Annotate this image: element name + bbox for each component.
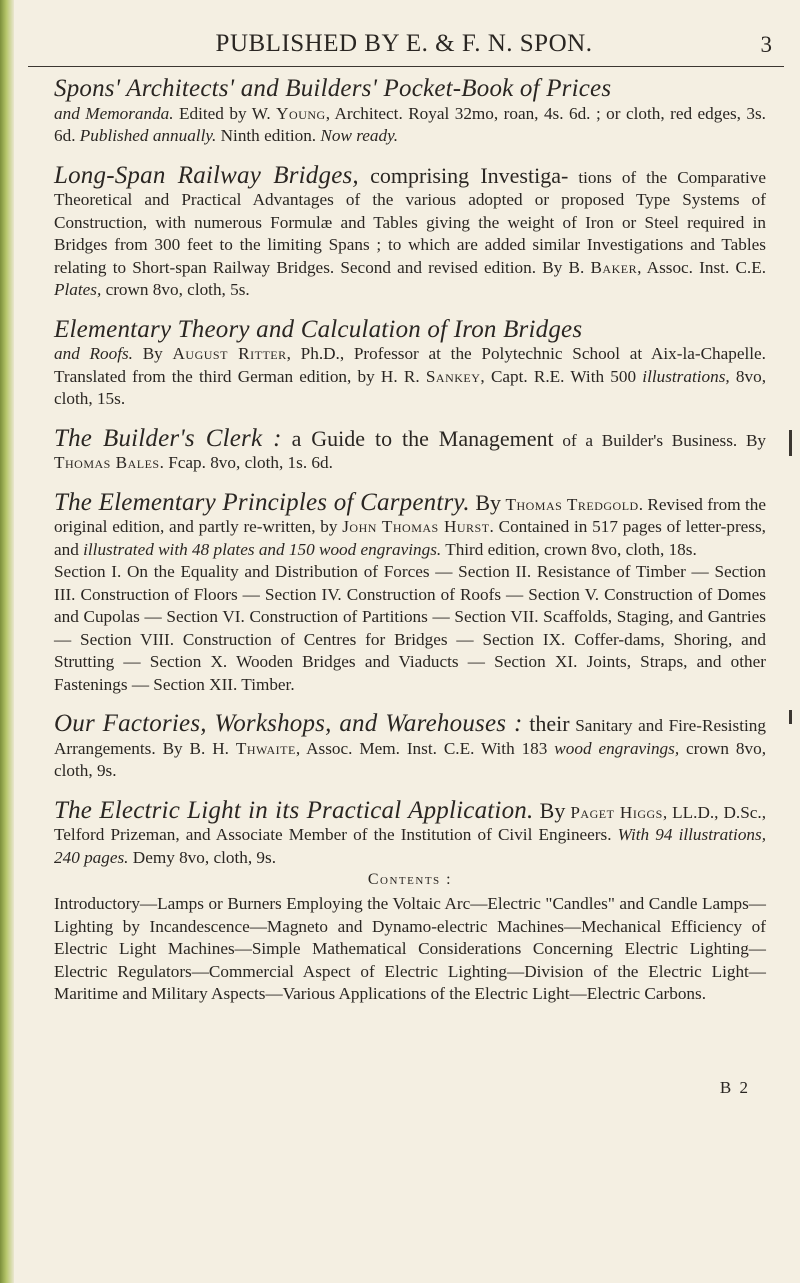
catalogue-entry	[54, 424, 766, 475]
page-number: 3	[760, 32, 772, 57]
book-title: Elementary Theory and Calculation of Iron Bridges	[54, 315, 583, 343]
entry-text	[54, 424, 766, 475]
entry-body: Edited by W.	[173, 103, 277, 123]
running-head: PUBLISHED BY E. & F. N. SPON.	[215, 30, 593, 57]
book-subtitle: and Memoranda.	[54, 103, 174, 123]
contents-heading: Contents :	[367, 871, 453, 888]
entry-body: By	[132, 344, 173, 363]
entry-body: , Architect. Royal 32mo, roan, 4s. 6d. ; or cloth, red edges, 3s. 6d.	[54, 103, 766, 145]
author-name: August Ritter	[172, 344, 287, 363]
book-title: The Elementary Principles of Carpentry.	[54, 488, 470, 516]
catalogue-entry	[54, 161, 766, 302]
book-title: The Electric Light in its Practical Application.	[54, 796, 534, 824]
book-title-rest: By	[533, 797, 566, 823]
author-name: Baker	[590, 257, 638, 277]
entry-note: Published annually.	[79, 126, 217, 145]
entry-body: , Assoc. Inst. C.E.	[637, 257, 766, 277]
entry-note: wood engravings,	[554, 738, 680, 758]
entry-text	[54, 488, 767, 562]
catalogue-entry	[54, 488, 767, 697]
book-subtitle: and Roofs.	[54, 344, 133, 363]
entry-note: Now ready.	[320, 126, 399, 145]
entry-note: With 94 illustrations, 240 pages.	[54, 825, 766, 867]
entry-text	[54, 315, 766, 411]
entry-body: 8vo, cloth, 15s.	[54, 366, 766, 408]
author-name: Paget Higgs	[570, 802, 663, 822]
catalogue-entry	[54, 710, 767, 783]
entry-body: crown 8vo, cloth, 9s.	[54, 738, 767, 780]
entry-body: Demy 8vo, cloth, 9s.	[128, 847, 276, 867]
book-title-rest: their	[522, 711, 570, 736]
page-edge-mark	[789, 710, 792, 724]
signature-mark: B 2	[719, 1078, 750, 1097]
page-edge-mark	[789, 430, 792, 456]
catalogue-entry	[54, 796, 766, 1006]
contents-list: Introductory—Lamps or Burners Employing the Voltaic Arc—Electric "Candles" and Candle Lamps—Lighting by Incandescence—Magneto and Dynamo-electric Machines—Mechanical Efficiency of Electric Light Machines—Simple Mathematical Considerations Concerning Electric Lighting—Electric Regulators—Commercial Aspect of Electric Lighting—Division of the Electric Light—Maritime and Military Aspects—Various Applications of the Electric Light—Electric Carbons.	[54, 894, 766, 1003]
entry-note: illustrated with 48 plates and 150 wood engravings.	[83, 539, 442, 559]
book-title: The Builder's Clerk :	[54, 424, 282, 452]
entry-text	[54, 161, 766, 302]
entry-body: . Contained in 517 pages of letter-press, and	[54, 517, 766, 559]
entry-body: . Fcap. 8vo, cloth, 1s. 6d.	[159, 453, 333, 472]
book-page	[28, 0, 780, 1283]
book-title: Spons' Architects' and Builders' Pocket-Book of Prices	[54, 75, 612, 102]
entry-text	[54, 75, 766, 148]
author-name: Thomas Bales	[54, 453, 160, 472]
entry-note: Plates,	[54, 280, 102, 299]
catalogue-entry	[54, 315, 766, 411]
entry-body: , Ph.D., Professor at the Polytechnic School at Aix-la-Chapelle. Translated from the third German edition, by H. R.	[54, 344, 766, 386]
entry-body: , LL.D., D.Sc., Telford Prizeman, and Associate Member of the Institution of Civil Engineers.	[54, 802, 766, 844]
book-title: Long-Span Railway Bridges,	[54, 161, 359, 189]
book-title: Our Factories, Workshops, and Warehouses :	[54, 710, 523, 737]
header-rule	[28, 66, 784, 67]
entry-body: tions of the Comparative Theoretical and Practical Advantages of the various adopted or proposed Type Systems of Construction, with numerous Formulæ and Tables giving the weight of Iron or Steel required in Bridges from 300 feet to the limiting Spans ; to which are added similar Investigations and Tables relating to Short-span Railway Bridges. Second and revised edition. By B.	[54, 167, 766, 277]
contents-list: Section I. On the Equality and Distribution of Forces — Section II. Resistance of Timber — Section III. Construction of Floors — Section IV. Construction of Roofs — Section V. Construction of Domes and Cupolas — Section VI. Construction of Partitions — Section VII. Scaffolds, Staging, and Gantries — Section VIII. Construction of Centres for Bridges — Section IX. Coffer-dams, Shoring, and Strutting — Section X. Wooden Bridges and Viaducts — Section XI. Joints, Straps, and other Fastenings — Section XII. Timber.	[54, 562, 766, 694]
author-name: Thwaite	[235, 738, 296, 758]
entry-body: Ninth edition.	[216, 126, 321, 145]
entry-body: Third edition, crown 8vo, cloth, 18s.	[441, 539, 697, 559]
entry-body: of a Builder's Business. By	[562, 430, 766, 450]
book-title-rest: comprising Investiga-	[358, 162, 569, 188]
book-title-rest: By	[469, 489, 502, 515]
entry-text	[54, 796, 766, 870]
entry-body: Sanitary and Fire-Resisting Arrangements. By B. H.	[54, 716, 766, 758]
entry-body: , Assoc. Mem. Inst. C.E. With 183	[295, 738, 555, 758]
author-name: Thomas Tredgold	[505, 494, 639, 514]
entry-body: . Revised from the original edition, and partly re-written, by	[54, 494, 767, 536]
entry-body: , Capt. R.E. With 500	[480, 366, 643, 386]
author-name: John Thomas Hurst	[342, 517, 490, 536]
entry-body: crown 8vo, cloth, 5s.	[101, 280, 250, 299]
author-name: Sankey	[425, 366, 481, 386]
book-title-rest: a Guide to the Management	[281, 425, 554, 451]
entry-text	[54, 710, 767, 783]
book-spine-edge	[0, 0, 14, 1283]
entry-note: illustrations,	[642, 366, 730, 386]
author-name: Young	[276, 103, 326, 123]
catalogue-entry	[54, 75, 766, 148]
catalogue-listing	[54, 75, 767, 1023]
